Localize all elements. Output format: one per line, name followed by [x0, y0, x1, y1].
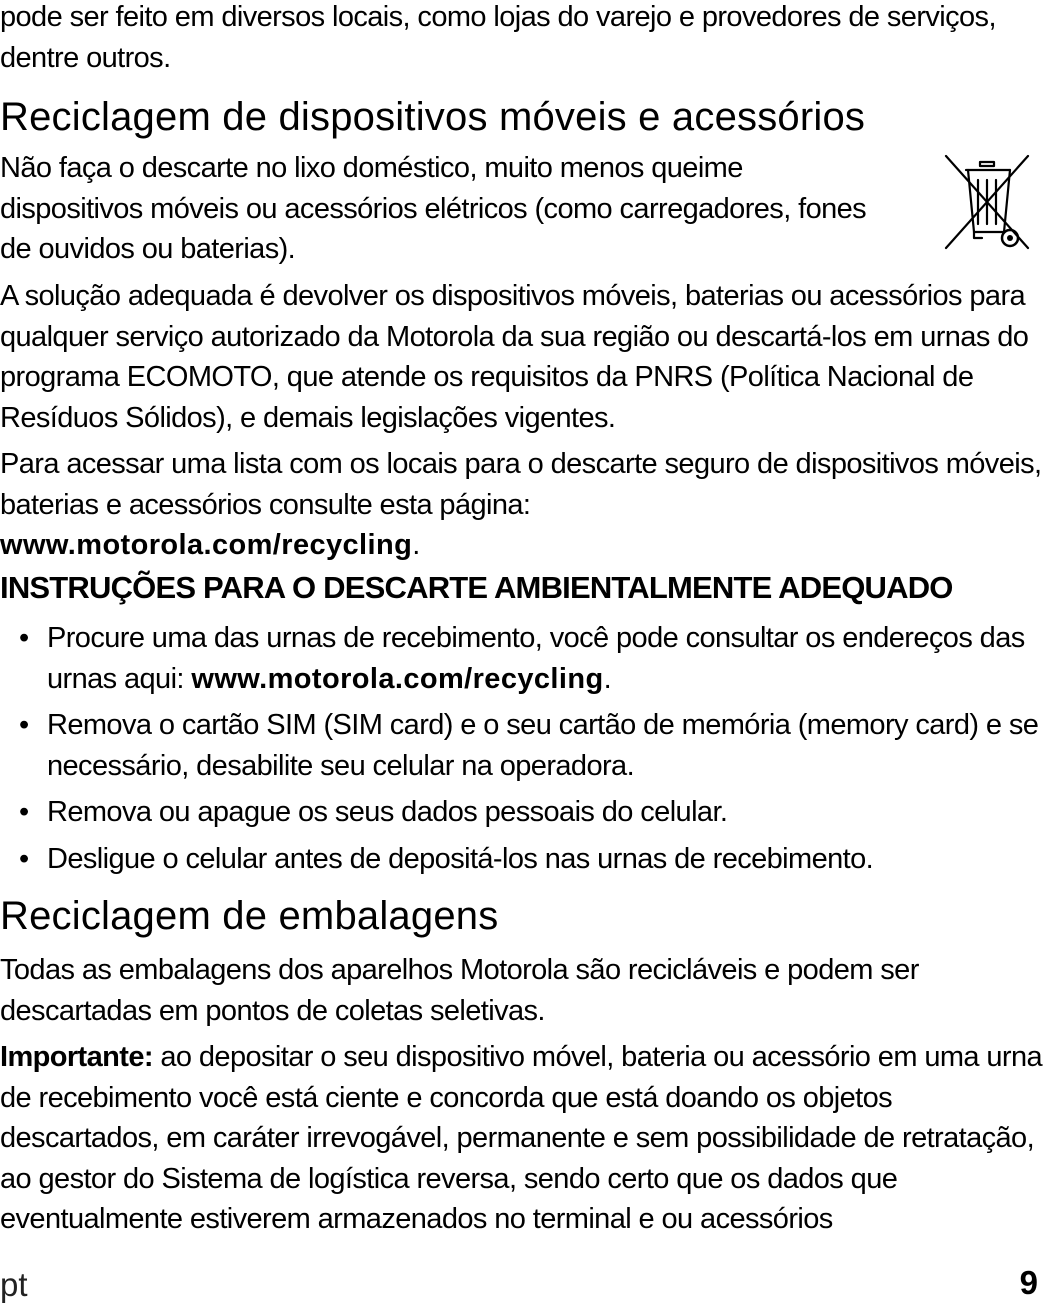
instructions-item: [0, 705, 1044, 786]
page-number: 9: [1019, 1264, 1038, 1301]
instructions-item-text: Remova ou apague os seus dados pessoais do celular.: [47, 796, 728, 828]
instructions-item: [0, 618, 1044, 699]
return-devices-paragraph: A solução adequada é devolver os dispositivos móveis, baterias ou acessórios para qualquer serviço autorizado da Motorola da sua região ou descartá-los em urnas do programa ECOMOTO, que atende os requisitos da PNRS (Política Nacional de Resíduos Sólidos), e demais legislações vigentes.: [0, 280, 1029, 434]
bullet-icon: •: [19, 796, 29, 828]
important-label: Importante:: [0, 1041, 153, 1073]
section-heading-packaging: Reciclagem de embalagens: [0, 894, 499, 938]
footer-language: pt: [0, 1266, 28, 1303]
recycling-link[interactable]: www.motorola.com/recycling: [0, 529, 413, 561]
recycling-list-text: Para acessar uma lista com os locais para o descarte seguro de dispositivos móveis, baterias e acessórios consulte esta página:: [0, 448, 1042, 521]
instructions-item: [0, 792, 1044, 833]
packaging-paragraph: Todas as embalagens dos aparelhos Motorola são recicláveis e podem ser descartadas em pontos de coletas seletivas.: [0, 954, 919, 1027]
instructions-list: [0, 618, 1044, 885]
bullet-icon: •: [19, 709, 29, 741]
instructions-item-text: Desligue o celular antes de depositá-los nas urnas de recebimento.: [47, 842, 874, 875]
recycling-link-period: .: [412, 529, 420, 561]
urnas-link-period: .: [603, 662, 612, 695]
instructions-item-text: Remova o cartão SIM (SIM card) e o seu cartão de memória (memory card) e se necessário, desabilite seu celular na operadora.: [47, 709, 1039, 782]
urnas-link[interactable]: www.motorola.com/recycling: [191, 662, 604, 695]
intro-paragraph: pode ser feito em diversos locais, como lojas do varejo e provedores de serviços, dentre outros.: [0, 1, 996, 74]
bullet-icon: •: [19, 842, 29, 875]
instructions-item: [0, 839, 1044, 880]
bullet-icon: •: [19, 622, 29, 654]
recycling-list-paragraph: [0, 444, 1044, 566]
important-text: ao depositar o seu dispositivo móvel, bateria ou acessório em uma urna de recebimento você está ciente e concorda que está doando os objetos descartados, em caráter irrevogável, permanente e sem possibilidade de retratação, ao gestor do Sistema de logística reversa, sendo certo que os dados que eventualmente estiverem armazenados no terminal e ou acessórios: [0, 1041, 1043, 1235]
important-paragraph: [0, 1037, 1044, 1240]
section-heading-devices: Reciclagem de dispositivos móveis e acessórios: [0, 95, 866, 139]
devices-intro-paragraph: Não faça o descarte no lixo doméstico, muito menos queime dispositivos móveis ou acessórios elétricos (como carregadores, fones de ouvidos ou baterias).: [0, 152, 867, 265]
crossed-out-wheelie-bin-icon: [944, 150, 1030, 254]
instructions-item-text: Procure uma das urnas de recebimento, você pode consultar os endereços das urnas aqui:: [47, 622, 1025, 695]
instructions-heading: INSTRUÇÕES PARA O DESCARTE AMBIENTALMENTE ADEQUADO: [0, 570, 953, 605]
